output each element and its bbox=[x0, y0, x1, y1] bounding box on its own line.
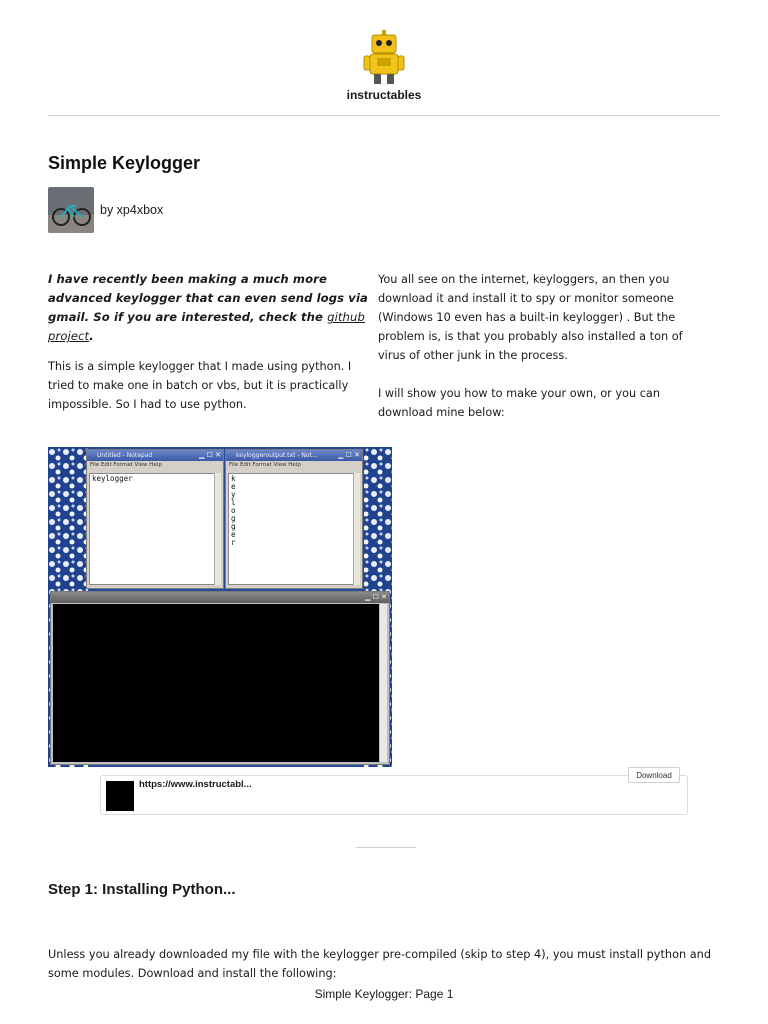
step-1-heading: Step 1: Installing Python... bbox=[48, 881, 236, 898]
step-1-text: Unless you already downloaded my file with the keylogger pre-compiled (skip to step 4), you must install python and some modules. Download and install the following: bbox=[48, 948, 711, 980]
keylogger-screenshot[interactable] bbox=[48, 447, 392, 767]
output-char: g bbox=[231, 522, 236, 531]
intro-paragraph-1: This is a simple keylogger that I made using python. I tried to make one in batch or vbs, but it is practically impossible. So I had to use python. bbox=[48, 360, 352, 411]
intro-emphasis-text: I have recently been making a much more advanced keylogger that can even send logs via gmail. So if you are interested, check the bbox=[48, 272, 368, 324]
output-menu[interactable]: File Edit Format View Help bbox=[229, 462, 301, 468]
output-window[interactable] bbox=[225, 449, 363, 589]
page-footer: Simple Keylogger: Page 1 bbox=[314, 987, 454, 1001]
header-divider bbox=[48, 115, 720, 116]
github-project-link[interactable]: github project bbox=[48, 310, 365, 343]
output-scrollbar[interactable] bbox=[353, 473, 360, 585]
intro-paragraph-2: You all see on the internet, keyloggers, an then you download it and install it to spy or monitor someone (Windows 10 even has a built-in keylogger) . But the problem is, is that you probably also installed a ton of virus of other junk in the process. bbox=[378, 273, 683, 362]
article-title: Simple Keylogger bbox=[48, 153, 201, 173]
intro-emphasis-end: . bbox=[89, 329, 94, 343]
notepad-scrollbar[interactable] bbox=[214, 473, 221, 585]
section-divider bbox=[356, 847, 416, 848]
output-char: o bbox=[231, 506, 236, 515]
notepad-editor[interactable]: keylogger bbox=[89, 473, 215, 585]
output-char: k bbox=[231, 474, 236, 483]
file-thumbnail bbox=[106, 781, 134, 811]
output-char: e bbox=[231, 530, 236, 539]
author-name[interactable]: by xp4xbox bbox=[100, 203, 164, 217]
brand-name[interactable]: instructables bbox=[346, 88, 422, 102]
output-editor[interactable] bbox=[228, 473, 354, 585]
console-scrollbar[interactable] bbox=[380, 604, 387, 762]
console-output-area[interactable] bbox=[53, 604, 379, 762]
intro-emphasis bbox=[48, 270, 370, 346]
output-char: y bbox=[231, 490, 236, 499]
intro-paragraph-3: I will show you how to make your own, or you can download mine below: bbox=[378, 387, 661, 419]
output-title: keyloggeroutput.txt - Not... bbox=[236, 452, 318, 459]
notepad-titlebar[interactable] bbox=[87, 450, 223, 461]
author-avatar[interactable] bbox=[48, 187, 94, 233]
download-card[interactable] bbox=[100, 775, 688, 815]
instructables-robot-logo[interactable] bbox=[362, 30, 406, 86]
console-titlebar[interactable] bbox=[51, 592, 389, 603]
output-char: l bbox=[231, 498, 236, 507]
window-controls-icon[interactable]: ▁ ☐ ✕ bbox=[338, 451, 360, 459]
intro-right-column bbox=[378, 270, 700, 433]
window-controls-icon[interactable]: ▁ ☐ ✕ bbox=[199, 451, 221, 459]
window-controls-icon[interactable]: ▁ ☐ ✕ bbox=[365, 593, 387, 601]
output-titlebar[interactable] bbox=[226, 450, 362, 461]
notepad-window[interactable] bbox=[86, 449, 224, 589]
console-window[interactable] bbox=[50, 591, 390, 765]
download-url[interactable]: https://www.instructabl... bbox=[139, 779, 252, 790]
notepad-menu[interactable]: File Edit Format View Help bbox=[90, 462, 162, 468]
output-char: r bbox=[231, 538, 236, 547]
notepad-title: Untitled - Notepad bbox=[97, 452, 153, 459]
intro-left-column bbox=[48, 270, 370, 425]
output-char: g bbox=[231, 514, 236, 523]
download-button[interactable]: Download bbox=[628, 767, 680, 783]
output-char: e bbox=[231, 482, 236, 491]
